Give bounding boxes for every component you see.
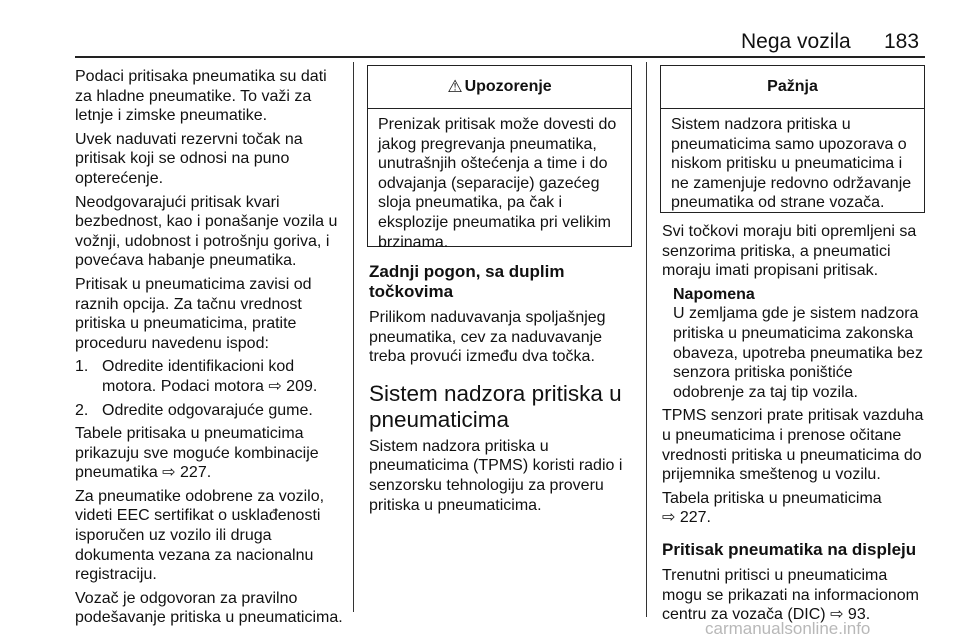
section-heading: Pritisak pneumatika na displeju bbox=[662, 539, 917, 559]
paragraph: Prilikom naduvavanja spoljašnjeg pneumatika, cev za naduvavanje treba provući između dva točka. bbox=[369, 309, 606, 366]
page-reference-link[interactable]: 227. bbox=[679, 509, 711, 527]
paragraph: Za pneumatike odobrene za vozilo, videti EEC sertifikat o usklađenosti isporučen uz vozilo ili druga dokumenta vezana za nacionalnu registraciju. bbox=[75, 487, 325, 584]
paragraph: Pritisak u pneumaticima zavisi od raznih opcija. Za tačnu vrednost pritiska u pneumaticima, pratite proceduru navedenu ispod: bbox=[75, 275, 312, 352]
list-text: Odredite identifikacioni kod motora. Podaci motora bbox=[102, 358, 295, 395]
header-rule bbox=[75, 56, 925, 58]
paragraph: Vozač je odgovoran za pravilno podešavanje pritiska u pneumaticima. bbox=[75, 589, 343, 627]
warning-title: Upozorenje bbox=[464, 78, 552, 95]
list-number: 1. bbox=[75, 358, 89, 376]
paragraph-text: Tabele pritisaka u pneumaticima prikazuju sve moguće kombinacije pneumatika bbox=[75, 425, 319, 482]
section-heading: Zadnji pogon, sa duplim točkovima bbox=[369, 262, 565, 301]
warning-triangle-icon: ⚠ bbox=[447, 77, 463, 96]
paragraph bbox=[662, 489, 928, 528]
column-1 bbox=[75, 67, 345, 632]
reference-arrow-icon: ⇨ bbox=[662, 509, 676, 527]
section-title: Nega vozila bbox=[741, 30, 851, 53]
caution-box bbox=[660, 65, 925, 213]
caution-header: Pažnja bbox=[661, 66, 924, 109]
reference-arrow-icon: ⇨ bbox=[830, 606, 844, 624]
note-text: U zemljama gde je sistem nadzora pritiska u pneumaticima zakonska obaveza, upotreba pneumatika bez senzora pritiska poništiće odobrenje za taj tip vozila. bbox=[673, 305, 923, 401]
paragraph-text: Trenutni pritisci u pneumaticima mogu se prikazati na informacionom centru za vozača (DIC) bbox=[662, 566, 920, 624]
paragraph: Podaci pritisaka pneumatika su dati za hladne pneumatike. To važi za letnje i zimske pneumatike. bbox=[75, 68, 327, 125]
paragraph bbox=[75, 424, 345, 483]
chapter-heading: Sistem nadzora pritiska u pneumaticima bbox=[369, 380, 622, 432]
paragraph bbox=[662, 566, 928, 625]
paragraph: Svi točkovi moraju biti opremljeni sa senzorima pritiska, a pneumatici moraju imati propisani pritisak. bbox=[662, 223, 917, 280]
paragraph: Sistem nadzora pritiska u pneumaticima (TPMS) koristi radio i senzorsku tehnologiju za proveru pritiska u pneumaticima. bbox=[369, 437, 623, 514]
paragraph: Uvek naduvati rezervni točak na pritisak koji se odnosi na puno opterećenje. bbox=[75, 130, 303, 187]
caution-text: Sistem nadzora pritiska u pneumaticima samo upozorava o niskom pritisku u pneumaticima i ne zamenjuje redovno održavanje pneumatika od strane vozača. bbox=[671, 116, 912, 212]
page-number: 183 bbox=[884, 30, 920, 53]
list-item bbox=[75, 357, 345, 396]
reference-arrow-icon: ⇨ bbox=[268, 377, 282, 395]
column-divider-1 bbox=[353, 62, 354, 612]
note-block bbox=[662, 285, 928, 403]
column-2 bbox=[369, 262, 637, 519]
page-reference-link[interactable]: 209. bbox=[286, 377, 318, 395]
paragraph: Neodgovarajući pritisak kvari bezbednost, kao i ponašanje vozila u vožnji, udobnost i potrošnju goriva, i povećava habanje pneumatika. bbox=[75, 193, 338, 270]
warning-text: Prenizak pritisak može dovesti do jakog pregrevanja pneumatika, unutrašnjih oštećenja a time i do odvajanja (separacije) gazećeg sloja pneumatika, pa čak i eksplozije pneumatika pri velikim brzinama. bbox=[378, 116, 617, 251]
column-3 bbox=[662, 222, 928, 629]
list-number: 2. bbox=[75, 401, 89, 419]
column-divider-2 bbox=[646, 62, 647, 617]
steps-list bbox=[75, 357, 345, 420]
paragraph-text: Tabela pritiska u pneumaticima bbox=[662, 489, 882, 507]
list-text: Odredite odgovarajuće gume. bbox=[102, 401, 313, 419]
warning-box bbox=[367, 65, 632, 251]
watermark: carmanualsonline.info bbox=[705, 619, 871, 638]
warning-header bbox=[368, 66, 631, 109]
note-title: Napomena bbox=[673, 285, 755, 303]
page-reference-link[interactable]: 93. bbox=[847, 606, 871, 624]
page-reference-link[interactable]: 227. bbox=[180, 464, 212, 482]
paragraph: TPMS senzori prate pritisak vazduha u pneumaticima i prenose očitane vrednosti pritiska u pneumaticima do prijemnika smeštenog u vozilu. bbox=[662, 407, 924, 484]
list-item bbox=[75, 401, 345, 421]
reference-arrow-icon: ⇨ bbox=[162, 464, 176, 482]
